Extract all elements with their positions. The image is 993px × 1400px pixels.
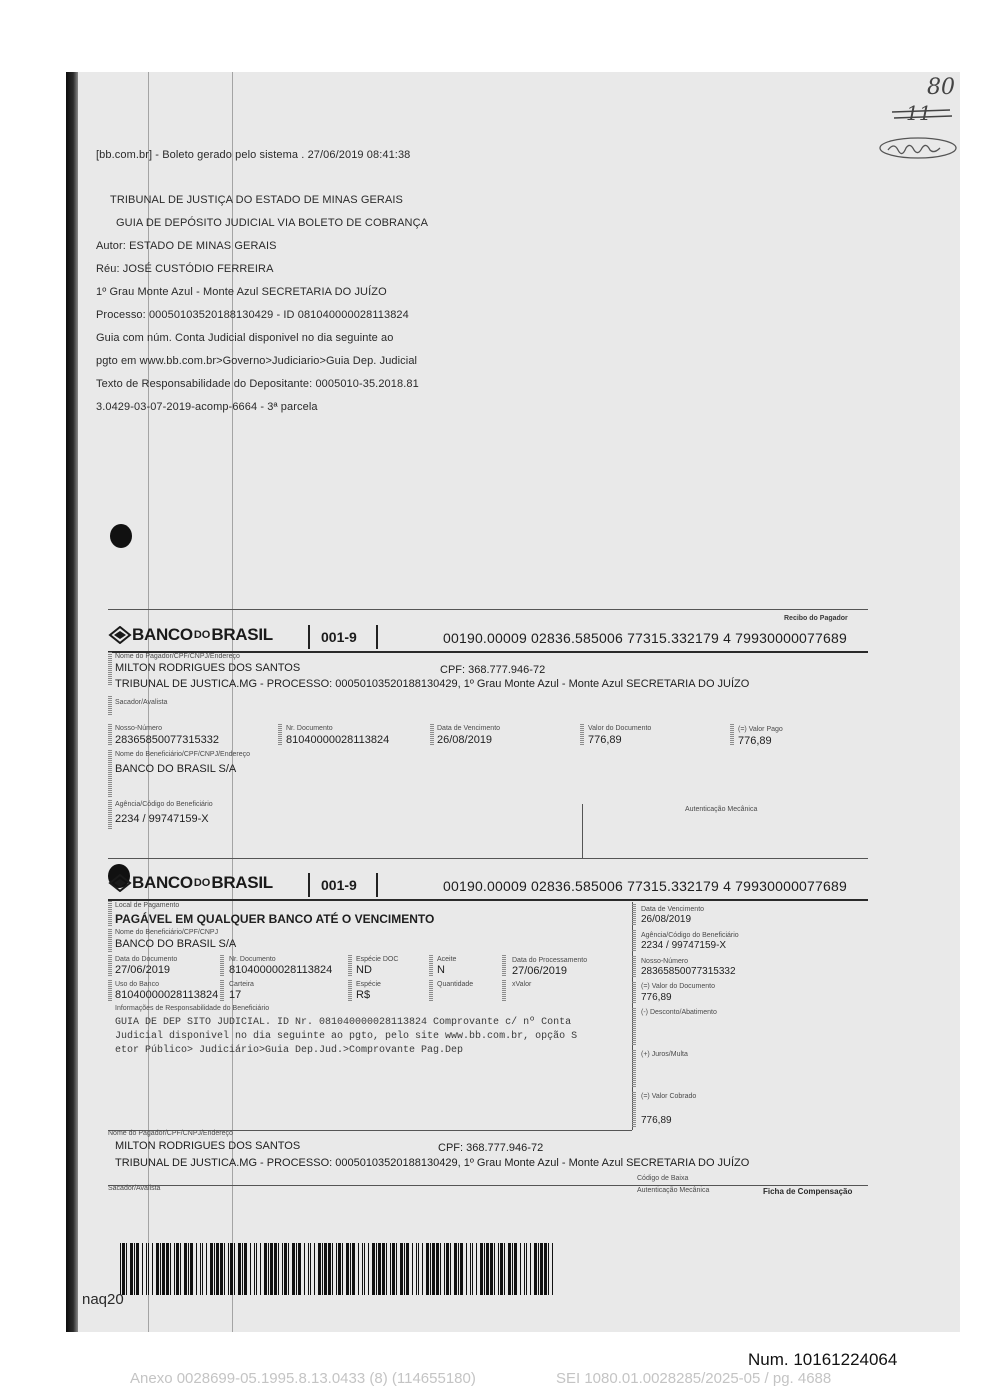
barcode-bar	[274, 1243, 277, 1295]
barcode-bar	[450, 1243, 451, 1295]
bank-divider	[376, 625, 378, 649]
bank-logo	[108, 625, 273, 645]
barcode-bar	[230, 1243, 233, 1295]
slip-auth-label: Autenticação Mecânica	[637, 1187, 710, 1194]
field-tick	[108, 955, 112, 977]
receipt-title: Recibo do Pagador	[784, 615, 848, 622]
slip-right-value: 776,89	[641, 992, 672, 1003]
barcode-bar	[200, 1243, 201, 1295]
slip-beneficiary: BANCO DO BRASIL S/A	[115, 938, 237, 950]
barcode-bar	[524, 1243, 525, 1295]
barcode-bar	[368, 1243, 369, 1295]
barcode-bar	[184, 1243, 187, 1295]
barcode-bar	[486, 1243, 489, 1295]
field-tick	[348, 955, 352, 977]
barcode-bar	[436, 1243, 439, 1295]
barcode-bar	[498, 1243, 499, 1295]
barcode-bar	[362, 1243, 363, 1295]
slip-right-value: 26/08/2019	[641, 914, 692, 925]
barcode-bar	[136, 1243, 139, 1295]
barcode-bar	[120, 1243, 121, 1295]
field-tick	[632, 1050, 636, 1088]
slip-row1-value: 27/06/2019	[115, 964, 171, 976]
digitable-line: 00190.00009 02836.585006 77315.332179 4 79930000077689	[443, 630, 847, 646]
info-line: GUIA DE DEP SITO JUDICIAL. ID Nr. 081040000028113824 Comprovante c/ nº Conta	[115, 1017, 572, 1028]
barcode-bar	[416, 1243, 417, 1295]
guide-title: GUIA DE DEPÓSITO JUDICIAL VIA BOLETO DE COBRANÇA	[116, 217, 429, 229]
bank-name-part2: DO	[193, 629, 211, 641]
barcode-bar	[328, 1243, 331, 1295]
slip-row2-value: 17	[229, 989, 242, 1001]
barcode-bar	[166, 1243, 169, 1295]
receipt-field-label: Valor do Documento	[588, 725, 652, 732]
slip-guarantor-label: Sacador/Avalista	[108, 1185, 161, 1192]
barcode-bar	[336, 1243, 337, 1295]
slip-row2-label: Carteira	[229, 981, 254, 988]
barcode-bar	[288, 1243, 289, 1295]
bank-name-part3: BRASIL	[211, 873, 273, 892]
barcode-bar	[264, 1243, 267, 1295]
payment-place: PAGÁVEL EM QUALQUER BANCO ATÉ O VENCIMENTO	[115, 912, 435, 926]
bank-name-part1: BANCO	[132, 625, 193, 644]
barcode-bar	[126, 1243, 127, 1295]
bank-divider	[308, 625, 310, 649]
barcode-bar	[376, 1243, 377, 1295]
barcode-bar	[202, 1243, 203, 1295]
barcode-bar	[242, 1243, 243, 1295]
barcode-bar	[308, 1243, 309, 1295]
barcode-bar	[466, 1243, 467, 1295]
barcode-bar	[310, 1243, 311, 1295]
slip-bank-rule	[108, 899, 868, 901]
slip-right-label: Nosso-Número	[641, 958, 689, 965]
barcode-bar	[284, 1243, 287, 1295]
barcode-bar	[206, 1243, 207, 1295]
field-tick	[108, 901, 112, 927]
field-tick	[502, 980, 506, 1002]
slip-row1-value: ND	[356, 964, 372, 976]
barcode-bar	[358, 1243, 359, 1295]
barcode-bar	[190, 1243, 193, 1295]
bank-name-part1: BANCO	[132, 873, 193, 892]
barcode-bar	[324, 1243, 327, 1295]
barcode-bar	[476, 1243, 477, 1295]
slip-right-label: (=) Valor do Documento	[641, 983, 715, 990]
barcode-bar	[470, 1243, 471, 1295]
field-tick	[220, 955, 224, 977]
barcode-bar	[146, 1243, 147, 1295]
lowcode-label: Código de Baixa	[637, 1175, 689, 1182]
barcode-bar	[176, 1243, 179, 1295]
slip-row1-value: 27/06/2019	[512, 965, 568, 977]
barcode-bar	[548, 1243, 549, 1295]
receipt-field-label: Data de Vencimento	[437, 725, 501, 732]
barcode-bar	[440, 1243, 441, 1295]
slip-row1-value: 81040000028113824	[229, 964, 333, 976]
slip-right-value: 2234 / 99747159-X	[641, 940, 727, 951]
bank-divider	[376, 873, 378, 897]
barcode-bar	[382, 1243, 385, 1295]
bank-name-part3: BRASIL	[211, 625, 273, 644]
bank-code: 001-9	[321, 629, 357, 645]
slip-right-label: (+) Juros/Multa	[641, 1051, 688, 1058]
barcode-bar	[400, 1243, 403, 1295]
handwritten-old-number: 11	[906, 101, 932, 125]
source-line: [bb.com.br] - Boleto gerado pelo sistema . 27/06/2019 08:41:38	[96, 149, 411, 161]
bank-logo-icon	[108, 626, 132, 644]
footer-sei: SEI 1080.01.0028285/2025-05 / pg. 4688	[556, 1370, 832, 1387]
barcode-bar	[500, 1243, 503, 1295]
receipt-field-value: 776,89	[738, 735, 772, 747]
slip-payer-cpf: CPF: 368.777.946-72	[438, 1142, 544, 1154]
responsibility-line: Texto de Responsabilidade do Depositante: 0005010-35.2018.81	[96, 378, 419, 390]
barcode-bar	[238, 1243, 241, 1295]
barcode-bar	[544, 1243, 547, 1295]
slip-row2-label: xValor	[512, 981, 532, 988]
barcode-bar	[352, 1243, 355, 1295]
document-number: Num. 10161224064	[748, 1350, 898, 1369]
slip-row1-label: Nr. Documento	[229, 956, 276, 963]
author-line: Autor: ESTADO DE MINAS GERAIS	[96, 240, 277, 252]
field-tick	[108, 750, 112, 798]
barcode-bar	[534, 1243, 537, 1295]
bank-logo	[108, 873, 273, 893]
barcode-bar	[412, 1243, 413, 1295]
footer-annex: Anexo 0028699-05.1995.8.13.0433 (8) (114655180)	[130, 1370, 476, 1387]
barcode-bar	[514, 1243, 517, 1295]
slip-row2-label: Quantidade	[437, 981, 474, 988]
field-tick	[632, 956, 636, 978]
field-tick	[108, 929, 112, 953]
slip-right-value: 28365850077315332	[641, 966, 736, 977]
scanned-document	[66, 72, 960, 1332]
barcode-bar	[254, 1243, 255, 1295]
payer-label: Nome do Pagador/CPF/CNPJ/Endereço	[115, 653, 240, 660]
bank-code: 001-9	[321, 877, 357, 893]
slip-right-label: Data de Vencimento	[641, 906, 705, 913]
receipt-top-rule	[108, 609, 868, 610]
barcode-bar	[372, 1243, 375, 1295]
barcode-bar	[422, 1243, 423, 1295]
barcode-bar	[130, 1243, 133, 1295]
payment-path-line: pgto em www.bb.com.br>Governo>Judiciario>Guia Dep. Judicial	[96, 355, 418, 367]
defendant-line: Réu: JOSÉ CUSTÓDIO FERREIRA	[96, 263, 274, 275]
slip-row2-value: 81040000028113824	[115, 989, 219, 1001]
barcode-bar	[188, 1243, 189, 1295]
barcode-bar	[256, 1243, 257, 1295]
guide-note-line: Guia com núm. Conta Judicial disponivel no dia seguinte ao	[96, 332, 394, 344]
barcode-bar	[298, 1243, 301, 1295]
field-tick	[108, 980, 112, 1002]
slip-row1-label: Data do Processamento	[512, 957, 588, 964]
barcode-bar	[396, 1243, 397, 1295]
slip-beneficiary-label: Nome do Beneficiário/CPF/CNPJ	[115, 929, 219, 936]
barcode-bar	[540, 1243, 543, 1295]
auth-divider	[582, 804, 583, 858]
field-tick	[580, 724, 584, 746]
barcode-bar	[350, 1243, 351, 1295]
barcode-bar	[196, 1243, 197, 1295]
barcode-bar	[404, 1243, 405, 1295]
barcode-bar	[332, 1243, 333, 1295]
slip-row1-label: Espécie DOC	[356, 956, 399, 963]
barcode-bar	[460, 1243, 463, 1295]
barcode-bar	[292, 1243, 295, 1295]
barcode-bar	[318, 1243, 321, 1295]
barcode-bar	[234, 1243, 235, 1295]
payer-name: MILTON RODRIGUES DOS SANTOS	[115, 662, 301, 674]
barcode-bar	[508, 1243, 511, 1295]
barcode-bar	[180, 1243, 181, 1295]
court-title: TRIBUNAL DE JUSTIÇA DO ESTADO DE MINAS GERAIS	[110, 194, 403, 206]
barcode-bar	[530, 1243, 531, 1295]
receipt-auth-label: Autenticação Mecânica	[685, 806, 758, 813]
barcode-bar	[484, 1243, 485, 1295]
barcode-bar	[552, 1243, 553, 1295]
barcode-bar	[446, 1243, 449, 1295]
barcode-bar	[472, 1243, 473, 1295]
barcode-bar	[160, 1243, 161, 1295]
barcode-bar	[304, 1243, 305, 1295]
slip-title: Ficha de Compensação	[763, 1187, 853, 1196]
field-tick	[108, 724, 112, 746]
field-tick	[632, 1008, 636, 1046]
agency-label: Agência/Código do Beneficiário	[115, 801, 213, 808]
barcode-bar	[430, 1243, 431, 1295]
machine-id: naq20	[82, 1291, 124, 1308]
receipt-field-value: 776,89	[588, 734, 622, 746]
field-tick	[108, 652, 112, 686]
barcode-bar	[526, 1243, 527, 1295]
barcode-bar	[338, 1243, 341, 1295]
barcode-bar	[152, 1243, 153, 1295]
payer-cpf: CPF: 368.777.946-72	[440, 664, 546, 676]
barcode-bar	[148, 1243, 149, 1295]
field-tick	[430, 724, 434, 746]
receipt-bottom-rule	[108, 858, 868, 859]
receipt-field-value: 81040000028113824	[286, 734, 390, 746]
barcode-bar	[250, 1243, 251, 1295]
slip-right-label: (-) Desconto/Abatimento	[641, 1009, 717, 1016]
slip-row2-label: Espécie	[356, 981, 381, 988]
slip-row1-label: Aceite	[437, 956, 457, 963]
barcode-bar	[314, 1243, 315, 1295]
info-label: Informações de Responsabilidade do Beneficiário	[115, 1005, 270, 1012]
binding-strip	[66, 72, 78, 1332]
field-tick	[429, 980, 433, 1002]
slip-right-value: 776,89	[641, 1115, 672, 1126]
barcode-bar	[538, 1243, 539, 1295]
barcode-bar	[134, 1243, 135, 1295]
field-tick	[632, 982, 636, 1004]
payment-place-label: Local de Pagamento	[115, 902, 180, 909]
handwritten-marks-icon	[872, 72, 960, 164]
digitable-line: 00190.00009 02836.585006 77315.332179 4 79930000077689	[443, 878, 847, 894]
guarantor-label: Sacador/Avalista	[115, 699, 168, 706]
court-unit-line: 1º Grau Monte Azul - Monte Azul SECRETARIA DO JUÍZO	[96, 286, 387, 298]
barcode-bar	[458, 1243, 459, 1295]
beneficiary-name: BANCO DO BRASIL S/A	[115, 763, 237, 775]
field-tick	[632, 930, 636, 952]
receipt-field-value: 26/08/2019	[437, 734, 493, 746]
slip-row2-value: R$	[356, 989, 371, 1001]
slip-bottom-rule	[108, 1185, 868, 1186]
barcode-bar	[322, 1243, 323, 1295]
slip-row1-label: Data do Documento	[115, 956, 178, 963]
info-line: Judicial disponivel no dia seguinte ao pgto, pelo site www.bb.com.br, opção S	[115, 1031, 578, 1042]
field-tick	[730, 724, 734, 746]
bank-logo-icon	[108, 874, 132, 892]
barcode-bar	[432, 1243, 435, 1295]
receipt-field-label: (=) Valor Pago	[738, 726, 783, 733]
slip-right-label: Agência/Código do Beneficiário	[641, 932, 739, 939]
barcode-bar	[444, 1243, 445, 1295]
barcode-bar	[122, 1243, 125, 1295]
barcode-bar	[278, 1243, 279, 1295]
barcode-bar	[296, 1243, 297, 1295]
barcode-bar	[244, 1243, 247, 1295]
bank-divider	[308, 873, 310, 897]
barcode-bar	[268, 1243, 269, 1295]
punch-hole	[110, 524, 132, 548]
barcode-bar	[364, 1243, 365, 1295]
barcode-bar	[454, 1243, 457, 1295]
barcode-bar	[142, 1243, 143, 1295]
slip-row2-label: Uso do Banco	[115, 981, 159, 988]
field-tick	[502, 955, 506, 977]
slip-row1-value: N	[437, 964, 445, 976]
barcode-bar	[390, 1243, 391, 1295]
barcode-bar	[418, 1243, 419, 1295]
barcode-bar	[228, 1243, 229, 1295]
barcode-bar	[378, 1243, 381, 1295]
field-tick	[108, 800, 112, 830]
slip-payer-address: TRIBUNAL DE JUSTICA.MG - PROCESSO: 00050103520188130429, 1º Grau Monte Azul - Monte Azul SECRETARIA DO JUÍZO	[115, 1157, 750, 1169]
barcode-bar	[220, 1243, 223, 1295]
field-tick	[632, 1092, 636, 1128]
barcode-bar	[386, 1243, 387, 1295]
barcode-bar	[426, 1243, 429, 1295]
barcode-bar	[156, 1243, 159, 1295]
barcode-bar	[214, 1243, 215, 1295]
field-tick	[632, 904, 636, 926]
slip-right-label: (=) Valor Cobrado	[641, 1093, 697, 1100]
process-line: Processo: 00050103520188130429 - ID 081040000028113824	[96, 309, 409, 321]
slip-payer-name: MILTON RODRIGUES DOS SANTOS	[115, 1140, 301, 1152]
receipt-field-label: Nosso-Número	[115, 725, 163, 732]
beneficiary-label: Nome do Beneficiário/CPF/CNPJ/Endereço	[115, 751, 251, 758]
barcode	[120, 1243, 556, 1295]
field-tick	[108, 696, 112, 716]
barcode-bar	[260, 1243, 261, 1295]
barcode-bar	[494, 1243, 495, 1295]
barcode-bar	[224, 1243, 225, 1295]
receipt-field-label: Nr. Documento	[286, 725, 333, 732]
handwritten-page-number: 80	[927, 75, 955, 100]
field-tick	[220, 980, 224, 1002]
barcode-bar	[282, 1243, 283, 1295]
barcode-bar	[512, 1243, 513, 1295]
installment-line: 3.0429-03-07-2019-acomp-6664 - 3ª parcela	[96, 401, 318, 413]
barcode-bar	[270, 1243, 273, 1295]
barcode-bar	[504, 1243, 505, 1295]
barcode-bar	[342, 1243, 343, 1295]
agency-code: 2234 / 99747159-X	[115, 813, 209, 825]
field-tick	[429, 955, 433, 977]
barcode-bar	[210, 1243, 213, 1295]
barcode-bar	[520, 1243, 521, 1295]
barcode-bar	[216, 1243, 219, 1295]
field-tick	[348, 980, 352, 1002]
barcode-bar	[162, 1243, 165, 1295]
receipt-field-value: 28365850077315332	[115, 734, 220, 746]
info-line: etor Público> Judiciário>Guia Dep.Jud.>Comprovante Pag.Dep	[115, 1045, 464, 1056]
barcode-bar	[392, 1243, 395, 1295]
field-tick	[278, 724, 282, 746]
barcode-bar	[406, 1243, 409, 1295]
barcode-bar	[480, 1243, 483, 1295]
barcode-bar	[174, 1243, 175, 1295]
payer-address: TRIBUNAL DE JUSTICA.MG - PROCESSO: 00050103520188130429, 1º Grau Monte Azul - Monte Azul SECRETARIA DO JUÍZO	[115, 678, 750, 690]
slip-payer-label: Nome do Pagador/CPF/CNPJ/Endereço	[108, 1130, 233, 1137]
barcode-bar	[490, 1243, 493, 1295]
barcode-bar	[346, 1243, 349, 1295]
bank-name-part2: DO	[193, 877, 211, 889]
barcode-bar	[170, 1243, 171, 1295]
